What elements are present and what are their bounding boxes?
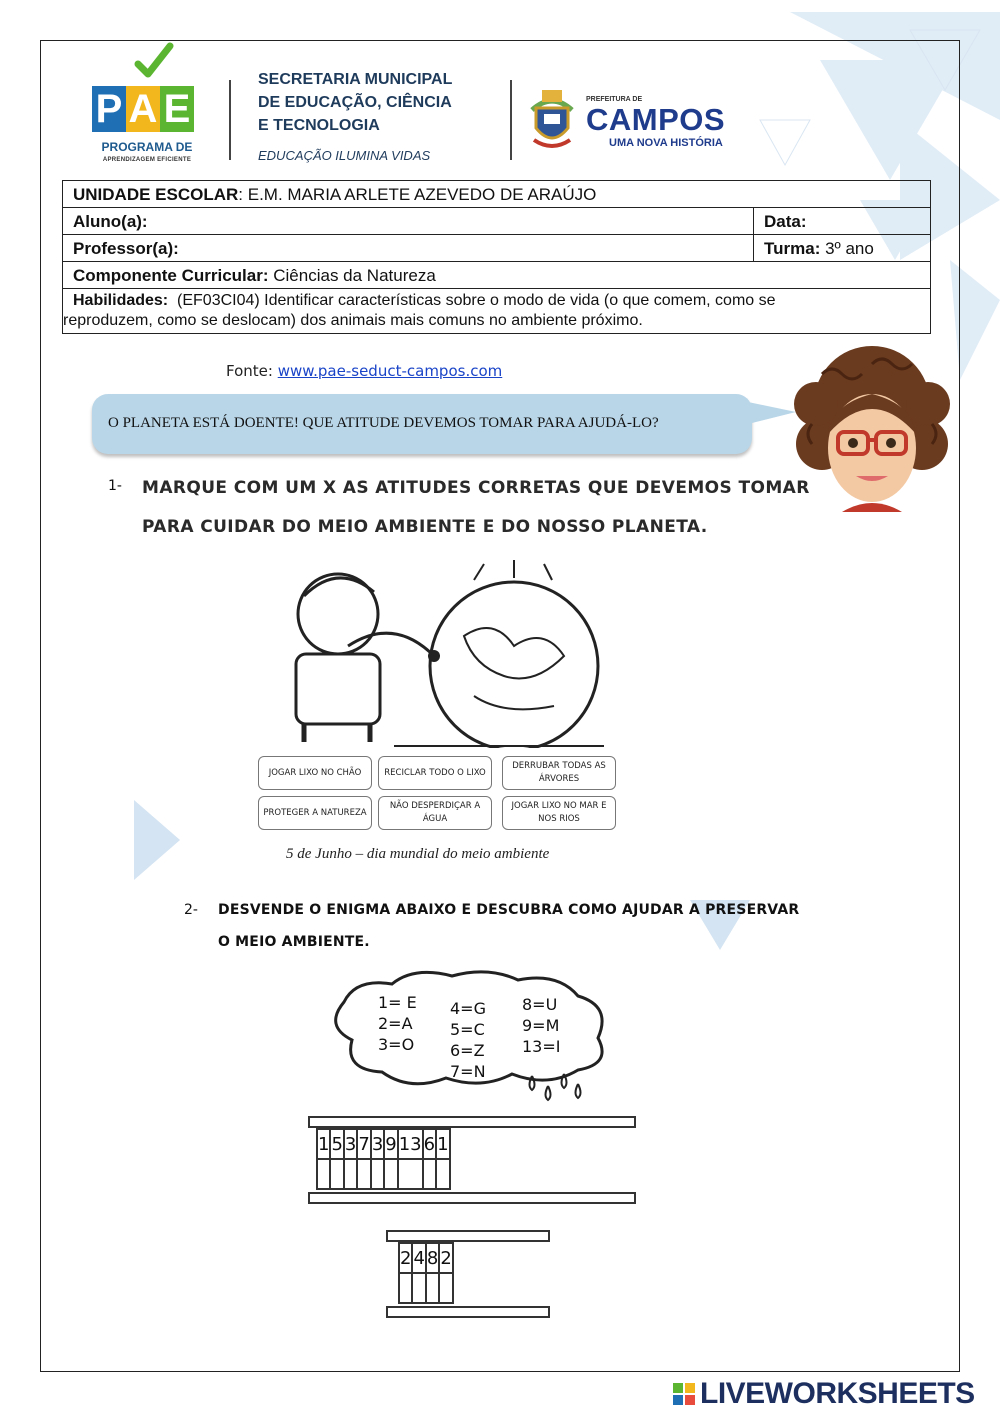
answer-cell[interactable] [423,1159,436,1189]
pae-letter: P [92,86,126,132]
question-1-number: 1- [108,478,122,494]
info-row-habilidades [63,289,931,334]
code-entry: 7=N [450,1062,486,1081]
habilidades-line [63,291,930,311]
speech-bubble [92,394,752,454]
answer-cell[interactable] [344,1159,357,1189]
campos-slogan: UMA NOVA HISTÓRIA [609,137,723,149]
cipher-number: 7 [357,1129,370,1159]
info-row-componente [63,262,931,289]
campos-crest-icon [526,84,578,154]
code-entry: 6=Z [450,1041,485,1060]
data-label: Data: [764,211,807,231]
prefeitura-label: PREFEITURA DE [586,96,643,103]
code-column [522,994,560,1057]
secretaria-line: SECRETARIA MUNICIPAL [258,71,453,88]
code-entry: 1= E [378,993,417,1012]
secretaria-line: E TECNOLOGIA [258,117,380,134]
question-2-number: 2- [184,902,198,918]
answer-cell[interactable] [436,1159,449,1189]
fonte-label: Fonte: [226,362,278,380]
cipher-number: 1 [436,1129,449,1159]
componente-cell [63,262,931,289]
liveworksheets-logo: LIVEWORKSHEETS [700,1377,975,1410]
answer-cell[interactable] [426,1273,439,1303]
pae-letters [92,86,194,132]
code-entry: 13=I [522,1037,561,1056]
unidade-value: : E.M. MARIA ARLETE AZEVEDO DE ARAÚJO [238,184,597,204]
code-entry: 5=C [450,1020,485,1039]
teacher-avatar [792,344,952,516]
cipher-number-row [317,1129,450,1159]
answer-cell[interactable] [439,1273,452,1303]
habilidades-cell [63,289,931,334]
question-2-line: O MEIO AMBIENTE. [218,934,370,950]
cipher-number: 4 [412,1243,425,1273]
option-box[interactable]: JOGAR LIXO NO MAR E NOS RIOS [502,796,616,830]
cipher-number: 5 [330,1129,343,1159]
option-box[interactable]: NÃO DESPERDIÇAR A ÁGUA [378,796,492,830]
secretaria-title [258,68,452,137]
header-divider [510,80,512,160]
answer-cell[interactable] [317,1159,330,1189]
option-box[interactable]: PROTEGER A NATUREZA [258,796,372,830]
answer-cell[interactable] [398,1159,423,1189]
componente-label: Componente Curricular: [73,265,269,285]
info-row-professor [63,235,931,262]
aluno-field[interactable] [63,208,754,235]
answer-row [399,1273,453,1303]
answer-cell[interactable] [330,1159,343,1189]
pae-letter: A [126,86,160,132]
code-column [378,992,417,1055]
campos-logo-text: CAMPOS [586,102,726,137]
info-row-aluno [63,208,931,235]
answer-cell[interactable] [399,1273,412,1303]
turma-value: 3º ano [820,238,874,258]
answer-row [317,1159,450,1189]
bubble-text: O PLANETA ESTÁ DOENTE! QUE ATITUDE DEVEMOS TOMAR PARA AJUDÁ-LO? [108,415,659,431]
checkmark-icon [134,42,174,78]
cipher-number: 2 [399,1243,412,1273]
code-entry: 9=M [522,1016,560,1035]
cipher-number: 2 [439,1243,452,1273]
cipher-number: 8 [426,1243,439,1273]
componente-value: Ciências da Natureza [268,265,436,285]
header-divider [229,80,231,160]
answer-cell[interactable] [384,1159,397,1189]
pae-logo [92,42,202,170]
cipher-number: 1 [317,1129,330,1159]
cipher-number: 9 [384,1129,397,1159]
answer-cell[interactable] [412,1273,425,1303]
liveworksheets-icon [672,1382,698,1406]
unidade-label: UNIDADE ESCOLAR [73,184,239,204]
question-2-line: DESVENDE O ENIGMA ABAIXO E DESCUBRA COMO AJUDAR A PRESERVAR [218,902,800,918]
doctor-earth-illustration [134,556,624,748]
code-column [450,998,486,1082]
cipher-number: 6 [423,1129,436,1159]
cipher-number: 3 [344,1129,357,1159]
fonte-line [226,362,502,380]
board-rail [308,1192,636,1204]
habilidades-line: reproduzem, como se deslocam) dos animais mais comuns no ambiente próximo. [63,312,643,329]
pae-program-sub: APRENDIZAGEM EFICIENTE [102,157,192,163]
info-row-unidade [63,181,931,208]
code-entry: 4=G [450,999,486,1018]
cipher-number: 13 [398,1129,423,1159]
secretaria-line: DE EDUCAÇÃO, CIÊNCIA [258,94,452,111]
code-entry: 2=A [378,1014,413,1033]
code-entry: 8=U [522,995,558,1014]
student-info-table [62,180,931,334]
board-rail [386,1306,550,1318]
option-box[interactable]: JOGAR LIXO NO CHÃO [258,756,372,790]
pae-program-label: PROGRAMA DE [101,140,193,154]
professor-field[interactable] [63,235,754,262]
cipher-grid-2 [398,1242,454,1304]
board-rail [308,1116,636,1128]
answer-cell[interactable] [371,1159,384,1189]
cipher-number: 3 [371,1129,384,1159]
illustration-caption: 5 de Junho – dia mundial do meio ambiente [286,846,550,862]
cipher-grid-1 [316,1128,451,1190]
aluno-label: Aluno(a): [73,211,148,231]
question-1-line: MARQUE COM UM X AS ATITUDES CORRETAS QUE DEVEMOS TOMAR [142,478,810,498]
data-field[interactable] [754,208,931,235]
board-rail [386,1230,550,1242]
turma-cell [754,235,931,262]
cipher-number-row [399,1243,453,1273]
question-1-line: PARA CUIDAR DO MEIO AMBIENTE E DO NOSSO PLANETA. [142,517,708,537]
professor-label: Professor(a): [73,238,179,258]
option-box[interactable]: DERRUBAR TODAS AS ÁRVORES [502,756,616,790]
bubble-tail [748,398,798,428]
habilidades-text: (EF03CI04) Identificar características sobre o modo de vida (o que comem, como se [168,292,776,309]
option-box[interactable]: RECICLAR TODO O LIXO [378,756,492,790]
answer-cell[interactable] [357,1159,370,1189]
habilidades-label: Habilidades: [73,292,169,309]
turma-label: Turma: [764,238,821,258]
unidade-cell [63,181,931,208]
fonte-link[interactable]: www.pae-seduct-campos.com [277,362,503,380]
pae-letter: E [160,86,194,132]
slogan: EDUCAÇÃO ILUMINA VIDAS [258,148,431,163]
code-entry: 3=O [378,1035,415,1054]
